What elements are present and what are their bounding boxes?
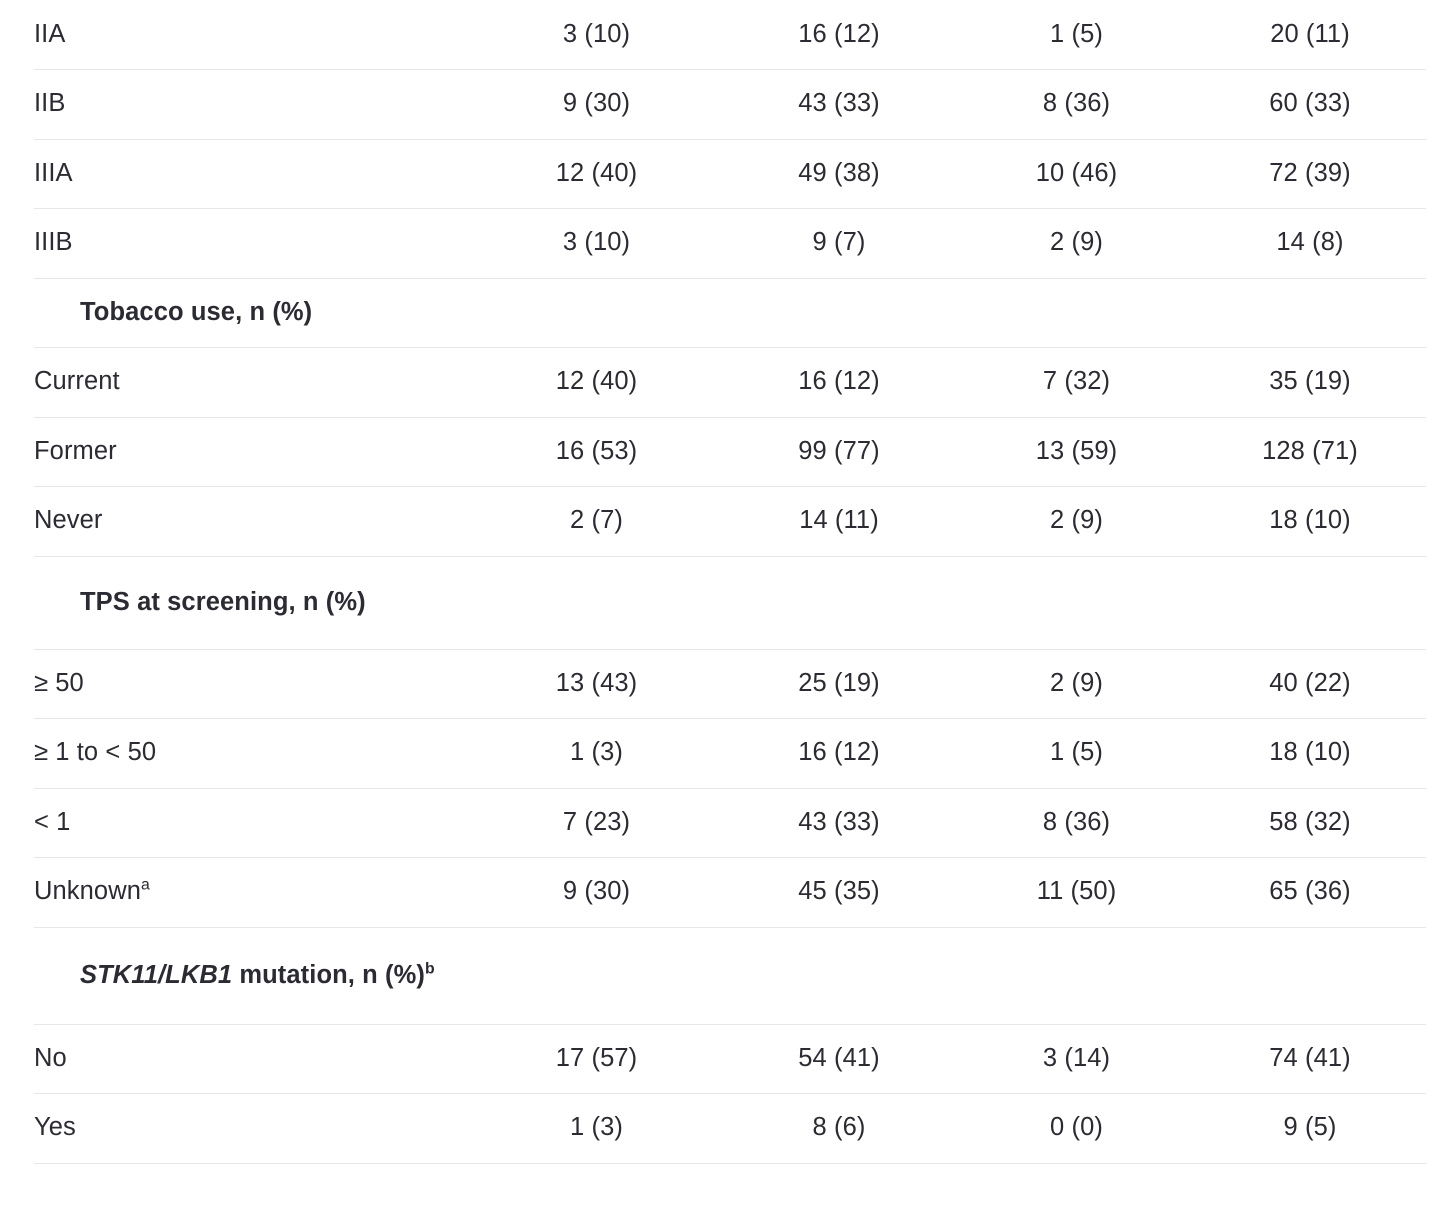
row-value-3: 1 (5) bbox=[1050, 19, 1103, 48]
table-row bbox=[34, 788, 1426, 858]
row-label: Former bbox=[34, 436, 117, 465]
row-value-3: 2 (9) bbox=[1050, 228, 1103, 257]
section-value-3 bbox=[959, 927, 1194, 1024]
row-value-4: 65 (36) bbox=[1269, 877, 1351, 906]
row-label-text: Unknown bbox=[34, 877, 142, 906]
row-value-4: 14 (8) bbox=[1276, 228, 1344, 257]
row-value-3: 2 (9) bbox=[1050, 506, 1103, 535]
row-value-1: 9 (30) bbox=[562, 877, 631, 906]
row-value-4: 60 (33) bbox=[1269, 89, 1351, 118]
row-value-4: 40 (22) bbox=[1269, 668, 1351, 697]
table-row bbox=[34, 209, 1426, 279]
row-label: < 1 bbox=[34, 807, 71, 836]
table-row bbox=[34, 1024, 1426, 1094]
row-label: IIB bbox=[34, 89, 66, 118]
row-value-3: 11 (50) bbox=[1036, 877, 1117, 906]
row-value-2: 16 (12) bbox=[798, 19, 880, 48]
row-value-1: 7 (23) bbox=[562, 807, 631, 836]
row-value-1: 9 (30) bbox=[562, 89, 631, 118]
row-label: Never bbox=[34, 506, 103, 535]
row-value-3: 0 (0) bbox=[1050, 1113, 1103, 1142]
row-value-3: 10 (46) bbox=[1035, 158, 1118, 187]
row-label: ≥ 50 bbox=[34, 668, 84, 697]
section-label: TPS at screening, n (%) bbox=[80, 587, 366, 616]
row-value-1: 16 (53) bbox=[555, 436, 638, 465]
section-value-3 bbox=[959, 556, 1194, 649]
row-value-3: 8 (36) bbox=[1042, 807, 1111, 836]
table-row bbox=[34, 719, 1426, 789]
section-value-1 bbox=[474, 927, 719, 1024]
section-value-1 bbox=[474, 278, 719, 348]
table-row bbox=[34, 487, 1426, 557]
section-value-3 bbox=[959, 278, 1194, 348]
row-value-2: 43 (33) bbox=[798, 89, 880, 118]
table-row bbox=[34, 858, 1426, 928]
row-value-4: 74 (41) bbox=[1269, 1043, 1351, 1072]
table-row bbox=[34, 0, 1426, 70]
row-label bbox=[34, 858, 474, 928]
row-value-2: 9 (7) bbox=[812, 228, 866, 257]
row-value-1: 3 (10) bbox=[562, 19, 631, 48]
row-value-2: 25 (19) bbox=[798, 668, 880, 697]
footnote-marker-a: a bbox=[141, 876, 150, 894]
row-label: Current bbox=[34, 367, 120, 396]
row-value-2: 49 (38) bbox=[798, 158, 880, 187]
section-value-4 bbox=[1194, 927, 1426, 1024]
row-label: IIA bbox=[34, 19, 66, 48]
table-row bbox=[34, 417, 1426, 487]
table-row bbox=[34, 139, 1426, 209]
row-value-2: 54 (41) bbox=[798, 1043, 880, 1072]
row-value-1: 12 (40) bbox=[555, 158, 638, 187]
row-value-4: 35 (19) bbox=[1269, 367, 1351, 396]
row-label: IIIA bbox=[34, 158, 73, 187]
row-value-2: 16 (12) bbox=[798, 738, 880, 767]
table-body bbox=[34, 0, 1426, 1163]
row-value-4: 18 (10) bbox=[1269, 506, 1351, 535]
row-value-3: 2 (9) bbox=[1050, 668, 1103, 697]
row-label: ≥ 1 to < 50 bbox=[34, 738, 157, 767]
row-value-1: 3 (10) bbox=[562, 228, 631, 257]
row-value-1: 1 (3) bbox=[570, 738, 623, 767]
row-label: No bbox=[34, 1043, 67, 1072]
row-value-1: 2 (7) bbox=[570, 506, 623, 535]
row-value-3: 13 (59) bbox=[1035, 436, 1118, 465]
row-value-4: 9 (5) bbox=[1283, 1113, 1337, 1142]
section-value-2 bbox=[719, 927, 959, 1024]
row-value-3: 7 (32) bbox=[1042, 367, 1111, 396]
section-value-2 bbox=[719, 278, 959, 348]
row-value-1: 1 (3) bbox=[570, 1113, 623, 1142]
table-section-row-tobacco-use bbox=[34, 278, 1426, 348]
row-value-2: 14 (11) bbox=[799, 506, 879, 535]
row-label: IIIB bbox=[34, 228, 73, 257]
row-value-3: 8 (36) bbox=[1042, 89, 1111, 118]
row-value-4: 72 (39) bbox=[1269, 158, 1351, 187]
row-label: Yes bbox=[34, 1113, 76, 1142]
row-value-2: 43 (33) bbox=[798, 807, 880, 836]
table-row bbox=[34, 70, 1426, 140]
row-value-2: 45 (35) bbox=[798, 877, 880, 906]
table-section-row-tps-at-screening bbox=[34, 556, 1426, 649]
section-label-text: mutation, n (%) bbox=[232, 960, 425, 989]
table-section-row-stk11-mutation bbox=[34, 927, 1426, 1024]
row-value-4: 20 (11) bbox=[1270, 19, 1350, 48]
row-value-2: 8 (6) bbox=[812, 1113, 866, 1142]
section-label: Tobacco use, n (%) bbox=[80, 297, 313, 326]
section-value-4 bbox=[1194, 278, 1426, 348]
section-value-1 bbox=[474, 556, 719, 649]
row-value-1: 13 (43) bbox=[555, 668, 638, 697]
section-value-4 bbox=[1194, 556, 1426, 649]
footnote-marker-b: b bbox=[424, 960, 435, 978]
row-value-1: 17 (57) bbox=[555, 1043, 638, 1072]
table-row bbox=[34, 1094, 1426, 1164]
section-label bbox=[34, 927, 474, 1024]
row-value-4: 128 (71) bbox=[1262, 436, 1358, 465]
row-value-3: 3 (14) bbox=[1042, 1043, 1111, 1072]
row-value-4: 58 (32) bbox=[1269, 807, 1351, 836]
section-value-2 bbox=[719, 556, 959, 649]
baseline-characteristics-table bbox=[34, 0, 1426, 1164]
table-row bbox=[34, 348, 1426, 418]
row-value-2: 16 (12) bbox=[798, 367, 880, 396]
row-value-3: 1 (5) bbox=[1050, 738, 1103, 767]
gene-name: STK11/LKB1 bbox=[80, 960, 233, 989]
row-value-1: 12 (40) bbox=[555, 367, 638, 396]
row-value-2: 99 (77) bbox=[798, 436, 880, 465]
table-row bbox=[34, 649, 1426, 719]
row-value-4: 18 (10) bbox=[1269, 738, 1351, 767]
